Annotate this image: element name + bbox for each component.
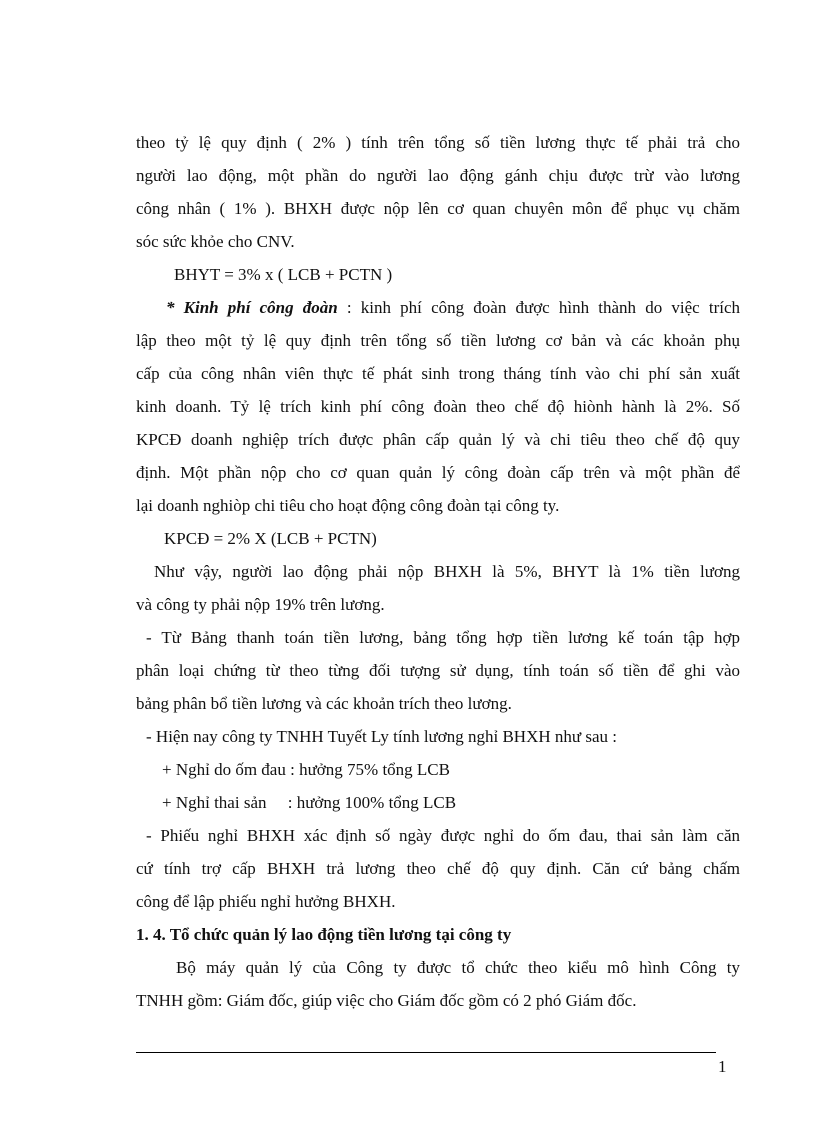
- list-item-om-dau: + Nghỉ do ốm đau : hưởng 75% tổng LCB: [162, 760, 450, 779]
- paragraph-1-line-3: công nhân ( 1% ). BHXH được nộp lên cơ quan chuyên môn để phục vụ chăm: [136, 199, 740, 218]
- paragraph-3-line-1: Như vậy, người lao động phải nộp BHXH là 5%, BHYT là 1% tiền lương: [154, 562, 740, 581]
- paragraph-1-line-2: người lao động, một phần do người lao động gánh chịu được trừ vào lương: [136, 166, 740, 185]
- paragraph-6-line-1: - Phiếu nghỉ BHXH xác định số ngày được nghỉ do ốm đau, thai sản làm căn: [146, 826, 740, 845]
- paragraph-4-line-1: - Từ Bảng thanh toán tiền lương, bảng tổng hợp tiền lương kế toán tập hợp: [146, 628, 740, 647]
- list-item-thai-san: + Nghỉ thai sản : hưởng 100% tổng LCB: [162, 793, 457, 812]
- paragraph-1-line-1: theo tỷ lệ quy định ( 2% ) tính trên tổng số tiền lương thực tế phải trả cho: [136, 133, 740, 152]
- paragraph-4-line-3: bảng phân bổ tiền lương và các khoản trích theo lương.: [136, 694, 512, 713]
- paragraph-2-line-4: kinh doanh. Tỷ lệ trích kinh phí công đoàn theo chế độ hiònh hành là 2%. Số: [136, 397, 740, 416]
- kinh-phi-cong-doan-label: * Kinh phí công đoàn: [166, 298, 338, 317]
- paragraph-4-line-2: phân loại chứng từ theo từng đối tượng sử dụng, tính toán số tiền để ghi vào: [136, 661, 740, 680]
- paragraph-6-line-3: công để lập phiếu nghỉ hưởng BHXH.: [136, 892, 396, 911]
- formula-bhyt: BHYT = 3% x ( LCB + PCTN ): [174, 265, 393, 284]
- paragraph-3-line-2: và công ty phải nộp 19% trên lương.: [136, 595, 385, 614]
- paragraph-7-line-2: TNHH gồm: Giám đốc, giúp việc cho Giám đốc gồm có 2 phó Giám đốc.: [136, 991, 637, 1010]
- footer-rule: [136, 1052, 716, 1053]
- paragraph-5-line-1: - Hiện nay công ty TNHH Tuyết Ly tính lương nghỉ BHXH như sau :: [146, 727, 617, 746]
- paragraph-1-line-4: sóc sức khỏe cho CNV.: [136, 232, 295, 251]
- formula-kpcd: KPCĐ = 2% X (LCB + PCTN): [164, 529, 377, 548]
- paragraph-2-line-1: [166, 297, 740, 319]
- paragraph-2-line-3: cấp của công nhân viên thực tế phát sinh trong tháng tính vào chi phí sản xuất: [136, 364, 740, 383]
- paragraph-2-line-5: KPCĐ doanh nghiệp trích được phân cấp quản lý và chi tiêu theo chế độ quy: [136, 430, 740, 449]
- paragraph-2-line-6: định. Một phần nộp cho cơ quan quản lý công đoàn cấp trên và một phần để: [136, 463, 740, 482]
- section-heading: 1. 4. Tổ chức quản lý lao động tiền lương tại công ty: [136, 925, 512, 944]
- paragraph-2-line-2: lập theo một tỷ lệ quy định trên tổng số tiền lương cơ bản và các khoản phụ: [136, 331, 740, 350]
- paragraph-2-line-7: lại doanh nghiòp chi tiêu cho hoạt động công đoàn tại công ty.: [136, 496, 560, 515]
- paragraph-2-line-1-text: : kinh phí công đoàn được hình thành do việc trích: [337, 298, 740, 317]
- paragraph-6-line-2: cứ tính trợ cấp BHXH trả lương theo chế độ quy định. Căn cứ bảng chấm: [136, 859, 740, 878]
- page-number: 1: [718, 1057, 727, 1076]
- paragraph-7-line-1: Bộ máy quản lý của Công ty được tổ chức theo kiểu mô hình Công ty: [176, 958, 740, 977]
